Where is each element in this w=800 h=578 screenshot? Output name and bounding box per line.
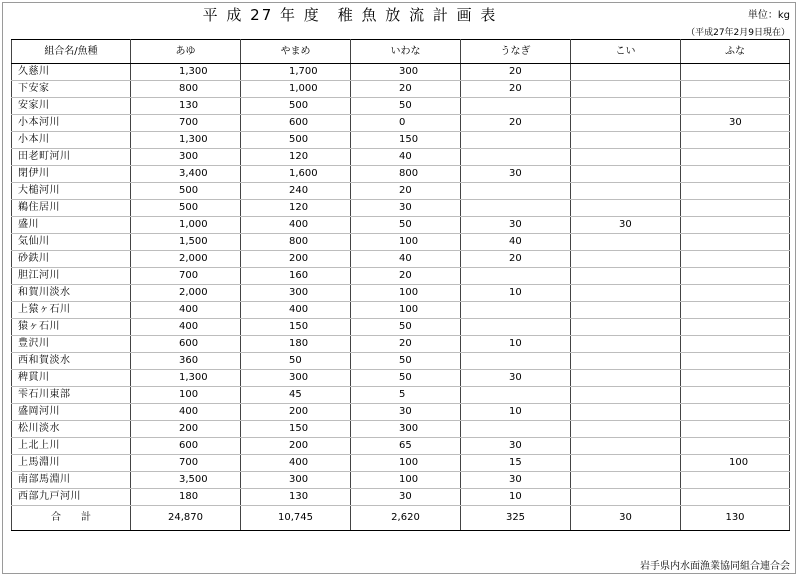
koi-cell: 30 bbox=[571, 217, 681, 234]
iwana-cell: 30 bbox=[351, 404, 461, 421]
table-row bbox=[12, 200, 790, 217]
table-row bbox=[12, 472, 790, 489]
unagi-cell bbox=[461, 302, 571, 319]
col-header-iwana: いわな bbox=[351, 40, 461, 64]
unagi-cell: 20 bbox=[461, 251, 571, 268]
funa-cell bbox=[681, 200, 790, 217]
koi-cell bbox=[571, 183, 681, 200]
unagi-cell: 10 bbox=[461, 489, 571, 506]
ayu-cell: 800 bbox=[131, 81, 241, 98]
ayu-cell: 1,300 bbox=[131, 370, 241, 387]
unagi-cell bbox=[461, 268, 571, 285]
koi-cell bbox=[571, 285, 681, 302]
table-row bbox=[12, 217, 790, 234]
koi-cell bbox=[571, 421, 681, 438]
river-name-cell: 安家川 bbox=[12, 98, 131, 115]
koi-cell bbox=[571, 251, 681, 268]
ayu-cell: 200 bbox=[131, 421, 241, 438]
release-plan-table bbox=[11, 39, 790, 531]
table-row bbox=[12, 387, 790, 404]
funa-cell bbox=[681, 81, 790, 98]
river-name-cell: 上猿ヶ石川 bbox=[12, 302, 131, 319]
table-row bbox=[12, 404, 790, 421]
ayu-cell: 1,500 bbox=[131, 234, 241, 251]
table-row bbox=[12, 234, 790, 251]
col-header-unagi: うなぎ bbox=[461, 40, 571, 64]
iwana-cell: 50 bbox=[351, 353, 461, 370]
table-row bbox=[12, 149, 790, 166]
unagi-cell bbox=[461, 421, 571, 438]
koi-cell bbox=[571, 472, 681, 489]
total-yamame: 10,745 bbox=[241, 506, 351, 531]
table-row bbox=[12, 336, 790, 353]
river-name-cell: 西和賀淡水 bbox=[12, 353, 131, 370]
unagi-cell bbox=[461, 149, 571, 166]
ayu-cell: 500 bbox=[131, 183, 241, 200]
river-name-cell: 豊沢川 bbox=[12, 336, 131, 353]
river-name-cell: 盛川 bbox=[12, 217, 131, 234]
col-header-funa: ふな bbox=[681, 40, 790, 64]
yamame-cell: 150 bbox=[241, 319, 351, 336]
table-row bbox=[12, 421, 790, 438]
table-row bbox=[12, 319, 790, 336]
iwana-cell: 30 bbox=[351, 489, 461, 506]
page-title: 平 成 27 年 度 稚 魚 放 流 計 画 表 bbox=[202, 6, 498, 24]
total-funa: 130 bbox=[681, 506, 790, 531]
unagi-cell: 20 bbox=[461, 115, 571, 132]
iwana-cell: 300 bbox=[351, 64, 461, 81]
koi-cell bbox=[571, 64, 681, 81]
koi-cell bbox=[571, 438, 681, 455]
funa-cell: 100 bbox=[681, 455, 790, 472]
funa-cell bbox=[681, 183, 790, 200]
unagi-cell: 10 bbox=[461, 336, 571, 353]
koi-cell bbox=[571, 489, 681, 506]
funa-cell bbox=[681, 387, 790, 404]
iwana-cell: 40 bbox=[351, 251, 461, 268]
organization-name: 岩手県内水面漁業協同組合連合会 bbox=[640, 561, 790, 572]
river-name-cell: 松川淡水 bbox=[12, 421, 131, 438]
funa-cell bbox=[681, 132, 790, 149]
yamame-cell: 1,700 bbox=[241, 64, 351, 81]
yamame-cell: 400 bbox=[241, 455, 351, 472]
koi-cell bbox=[571, 115, 681, 132]
unagi-cell bbox=[461, 98, 571, 115]
koi-cell bbox=[571, 234, 681, 251]
iwana-cell: 0 bbox=[351, 115, 461, 132]
funa-cell bbox=[681, 336, 790, 353]
iwana-cell: 5 bbox=[351, 387, 461, 404]
iwana-cell: 100 bbox=[351, 234, 461, 251]
river-name-cell: 砂鉄川 bbox=[12, 251, 131, 268]
unagi-cell: 30 bbox=[461, 472, 571, 489]
funa-cell bbox=[681, 149, 790, 166]
table-body bbox=[12, 64, 790, 506]
table-row bbox=[12, 98, 790, 115]
table-row bbox=[12, 268, 790, 285]
river-name-cell: 小本川 bbox=[12, 132, 131, 149]
ayu-cell: 2,000 bbox=[131, 251, 241, 268]
unagi-cell: 15 bbox=[461, 455, 571, 472]
total-label: 合 計 bbox=[12, 506, 131, 531]
yamame-cell: 400 bbox=[241, 302, 351, 319]
ayu-cell: 300 bbox=[131, 149, 241, 166]
funa-cell bbox=[681, 98, 790, 115]
river-name-cell: 下安家 bbox=[12, 81, 131, 98]
unagi-cell bbox=[461, 132, 571, 149]
unagi-cell bbox=[461, 319, 571, 336]
ayu-cell: 3,500 bbox=[131, 472, 241, 489]
koi-cell bbox=[571, 370, 681, 387]
funa-cell bbox=[681, 268, 790, 285]
unagi-cell: 10 bbox=[461, 404, 571, 421]
table-row bbox=[12, 81, 790, 98]
iwana-cell: 20 bbox=[351, 268, 461, 285]
unagi-cell: 20 bbox=[461, 64, 571, 81]
unagi-cell bbox=[461, 200, 571, 217]
unit-label: 単位：kg bbox=[747, 10, 790, 21]
ayu-cell: 700 bbox=[131, 455, 241, 472]
koi-cell bbox=[571, 81, 681, 98]
iwana-cell: 300 bbox=[351, 421, 461, 438]
yamame-cell: 150 bbox=[241, 421, 351, 438]
river-name-cell: 胆江河川 bbox=[12, 268, 131, 285]
ayu-cell: 100 bbox=[131, 387, 241, 404]
river-name-cell: 雫石川東部 bbox=[12, 387, 131, 404]
ayu-cell: 3,400 bbox=[131, 166, 241, 183]
river-name-cell: 盛岡河川 bbox=[12, 404, 131, 421]
funa-cell bbox=[681, 64, 790, 81]
funa-cell bbox=[681, 234, 790, 251]
unagi-cell: 30 bbox=[461, 217, 571, 234]
unagi-cell bbox=[461, 387, 571, 404]
as-of-date: （平成27年2月9日現在） bbox=[686, 28, 790, 38]
yamame-cell: 130 bbox=[241, 489, 351, 506]
unagi-cell: 30 bbox=[461, 438, 571, 455]
unagi-cell: 30 bbox=[461, 166, 571, 183]
ayu-cell: 600 bbox=[131, 438, 241, 455]
iwana-cell: 20 bbox=[351, 183, 461, 200]
ayu-cell: 130 bbox=[131, 98, 241, 115]
unagi-cell bbox=[461, 353, 571, 370]
koi-cell bbox=[571, 98, 681, 115]
col-header-koi: こい bbox=[571, 40, 681, 64]
iwana-cell: 20 bbox=[351, 336, 461, 353]
yamame-cell: 500 bbox=[241, 98, 351, 115]
table-row bbox=[12, 166, 790, 183]
koi-cell bbox=[571, 336, 681, 353]
yamame-cell: 200 bbox=[241, 404, 351, 421]
ayu-cell: 1,000 bbox=[131, 217, 241, 234]
table-row bbox=[12, 183, 790, 200]
koi-cell bbox=[571, 404, 681, 421]
koi-cell bbox=[571, 353, 681, 370]
funa-cell bbox=[681, 251, 790, 268]
ayu-cell: 500 bbox=[131, 200, 241, 217]
total-ayu: 24,870 bbox=[131, 506, 241, 531]
header-row bbox=[12, 40, 790, 64]
table-row bbox=[12, 132, 790, 149]
koi-cell bbox=[571, 200, 681, 217]
unagi-cell: 10 bbox=[461, 285, 571, 302]
funa-cell bbox=[681, 217, 790, 234]
table-row bbox=[12, 489, 790, 506]
river-name-cell: 西部九戸河川 bbox=[12, 489, 131, 506]
total-row bbox=[12, 506, 790, 531]
ayu-cell: 400 bbox=[131, 404, 241, 421]
funa-cell bbox=[681, 166, 790, 183]
funa-cell bbox=[681, 285, 790, 302]
yamame-cell: 160 bbox=[241, 268, 351, 285]
river-name-cell: 気仙川 bbox=[12, 234, 131, 251]
col-header-ayu: あゆ bbox=[131, 40, 241, 64]
funa-cell bbox=[681, 489, 790, 506]
table-row bbox=[12, 370, 790, 387]
ayu-cell: 400 bbox=[131, 302, 241, 319]
yamame-cell: 200 bbox=[241, 438, 351, 455]
iwana-cell: 150 bbox=[351, 132, 461, 149]
river-name-cell: 上馬淵川 bbox=[12, 455, 131, 472]
yamame-cell: 1,000 bbox=[241, 81, 351, 98]
yamame-cell: 120 bbox=[241, 200, 351, 217]
river-name-cell: 田老町河川 bbox=[12, 149, 131, 166]
table-row bbox=[12, 115, 790, 132]
iwana-cell: 50 bbox=[351, 370, 461, 387]
yamame-cell: 300 bbox=[241, 285, 351, 302]
river-name-cell: 小本河川 bbox=[12, 115, 131, 132]
koi-cell bbox=[571, 319, 681, 336]
koi-cell bbox=[571, 149, 681, 166]
river-name-cell: 猿ヶ石川 bbox=[12, 319, 131, 336]
unagi-cell: 20 bbox=[461, 81, 571, 98]
koi-cell bbox=[571, 132, 681, 149]
iwana-cell: 100 bbox=[351, 285, 461, 302]
table-row bbox=[12, 438, 790, 455]
river-name-cell: 稗貫川 bbox=[12, 370, 131, 387]
river-name-cell: 鵜住居川 bbox=[12, 200, 131, 217]
yamame-cell: 400 bbox=[241, 217, 351, 234]
ayu-cell: 2,000 bbox=[131, 285, 241, 302]
yamame-cell: 240 bbox=[241, 183, 351, 200]
total-unagi: 325 bbox=[461, 506, 571, 531]
koi-cell bbox=[571, 302, 681, 319]
river-name-cell: 上北上川 bbox=[12, 438, 131, 455]
yamame-cell: 300 bbox=[241, 370, 351, 387]
unagi-cell bbox=[461, 183, 571, 200]
river-name-cell: 閉伊川 bbox=[12, 166, 131, 183]
table-row bbox=[12, 455, 790, 472]
funa-cell bbox=[681, 370, 790, 387]
ayu-cell: 1,300 bbox=[131, 64, 241, 81]
iwana-cell: 100 bbox=[351, 472, 461, 489]
yamame-cell: 600 bbox=[241, 115, 351, 132]
iwana-cell: 50 bbox=[351, 319, 461, 336]
funa-cell bbox=[681, 302, 790, 319]
iwana-cell: 100 bbox=[351, 455, 461, 472]
funa-cell bbox=[681, 472, 790, 489]
river-name-cell: 和賀川淡水 bbox=[12, 285, 131, 302]
yamame-cell: 1,600 bbox=[241, 166, 351, 183]
funa-cell bbox=[681, 404, 790, 421]
iwana-cell: 30 bbox=[351, 200, 461, 217]
koi-cell bbox=[571, 268, 681, 285]
funa-cell bbox=[681, 319, 790, 336]
yamame-cell: 800 bbox=[241, 234, 351, 251]
ayu-cell: 360 bbox=[131, 353, 241, 370]
ayu-cell: 400 bbox=[131, 319, 241, 336]
iwana-cell: 50 bbox=[351, 98, 461, 115]
yamame-cell: 200 bbox=[241, 251, 351, 268]
col-header-union: 組合名/魚種 bbox=[12, 40, 131, 64]
funa-cell: 30 bbox=[681, 115, 790, 132]
river-name-cell: 大槌河川 bbox=[12, 183, 131, 200]
yamame-cell: 120 bbox=[241, 149, 351, 166]
river-name-cell: 久慈川 bbox=[12, 64, 131, 81]
yamame-cell: 500 bbox=[241, 132, 351, 149]
funa-cell bbox=[681, 421, 790, 438]
ayu-cell: 1,300 bbox=[131, 132, 241, 149]
river-name-cell: 南部馬淵川 bbox=[12, 472, 131, 489]
yamame-cell: 180 bbox=[241, 336, 351, 353]
col-header-yamame: やまめ bbox=[241, 40, 351, 64]
iwana-cell: 40 bbox=[351, 149, 461, 166]
iwana-cell: 50 bbox=[351, 217, 461, 234]
yamame-cell: 300 bbox=[241, 472, 351, 489]
funa-cell bbox=[681, 438, 790, 455]
table-row bbox=[12, 285, 790, 302]
table-row bbox=[12, 302, 790, 319]
koi-cell bbox=[571, 387, 681, 404]
koi-cell bbox=[571, 455, 681, 472]
yamame-cell: 45 bbox=[241, 387, 351, 404]
iwana-cell: 65 bbox=[351, 438, 461, 455]
unagi-cell: 40 bbox=[461, 234, 571, 251]
iwana-cell: 20 bbox=[351, 81, 461, 98]
ayu-cell: 700 bbox=[131, 268, 241, 285]
funa-cell bbox=[681, 353, 790, 370]
unagi-cell: 30 bbox=[461, 370, 571, 387]
table-row bbox=[12, 64, 790, 81]
table-row bbox=[12, 251, 790, 268]
table-row bbox=[12, 353, 790, 370]
ayu-cell: 180 bbox=[131, 489, 241, 506]
ayu-cell: 700 bbox=[131, 115, 241, 132]
iwana-cell: 100 bbox=[351, 302, 461, 319]
yamame-cell: 50 bbox=[241, 353, 351, 370]
iwana-cell: 800 bbox=[351, 166, 461, 183]
total-iwana: 2,620 bbox=[351, 506, 461, 531]
total-koi: 30 bbox=[571, 506, 681, 531]
koi-cell bbox=[571, 166, 681, 183]
ayu-cell: 600 bbox=[131, 336, 241, 353]
